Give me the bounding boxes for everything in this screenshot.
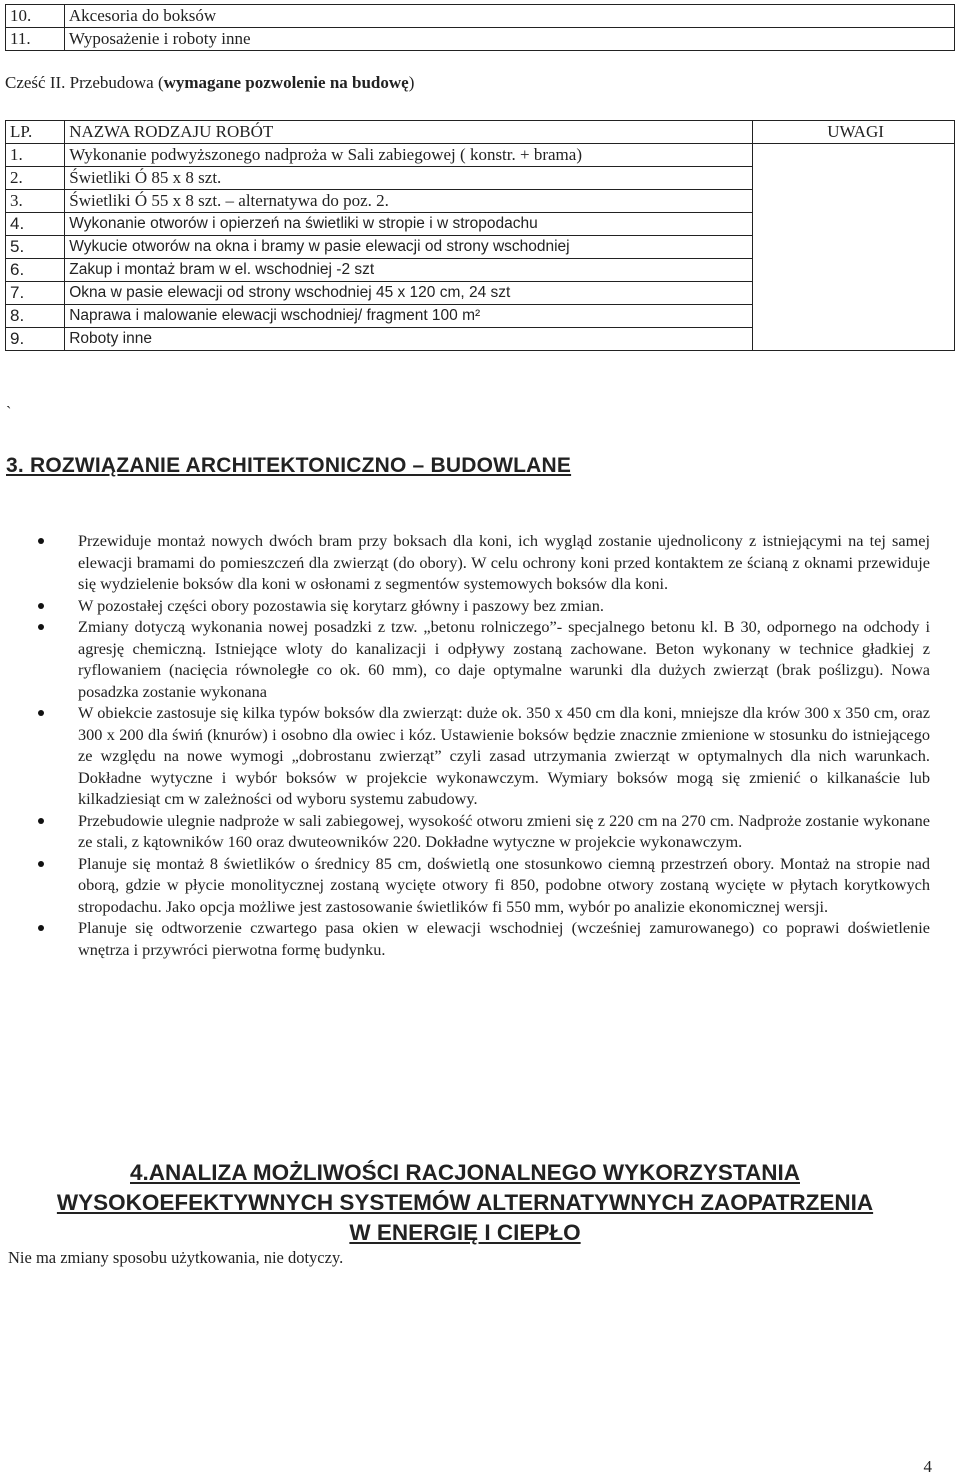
bullet-icon [38,538,44,544]
row-number: 8. [6,305,65,328]
table-row [6,28,955,51]
bullet-icon [38,624,44,630]
row-text: Naprawa i malowanie elewacji wschodniej/ fragment 100 m² [65,305,753,328]
page-number: 4 [923,1457,932,1476]
row-number: 9. [6,328,65,351]
header-lp: LP. [6,121,65,144]
row-number: 7. [6,282,65,305]
part-2-prefix: Cześć II. Przebudowa ( [5,73,164,92]
list-item [0,853,930,918]
section-3-list [0,530,930,960]
part-2-bold: wymagane pozwolenie na budowę [163,73,409,92]
section-4-line-2: WYSOKOEFEKTYWNYCH SYSTEMÓW ALTERNATYWNYCH ZAOPATRZENIA [56,1190,874,1215]
list-item-text: Przebudowie ulegnie nadproże w sali zabiegowej, wysokość otworu zmieni się z 220 cm na 270 cm. Nadproże zostanie wykonane ze stali, z kątowników 160 oraz dwuteowników 220. Dokładne wytyczne w projekcie wykonawczym. [78,810,930,851]
row-number: 5. [6,236,65,259]
row-text: Wykucie otworów na okna i bramy w pasie elewacji od strony wschodniej [65,236,753,259]
bullet-icon [38,861,44,867]
part-2-heading [5,73,414,93]
row-text: Wykonanie otworów i opierzeń na świetliki w stropie i w stropodachu [65,213,753,236]
bullet-icon [38,818,44,824]
table-header-row [6,121,955,144]
section-4-line-3: W ENERGIĘ I CIEPŁO [349,1220,581,1245]
stray-mark: ` [6,404,12,421]
list-item [0,810,930,853]
row-number: 2. [6,167,65,190]
bullet-icon [38,925,44,931]
row-number: 1. [6,144,65,167]
list-item [0,616,930,702]
row-number: 10. [6,5,65,28]
row-text: Roboty inne [65,328,753,351]
section-3-title: 3. ROZWIĄZANIE ARCHITEKTONICZNO – BUDOWLANE [6,454,572,477]
row-number: 11. [6,28,65,51]
list-item-text: W obiekcie zastosuje się kilka typów boksów dla zwierząt: duże ok. 350 x 450 cm dla koni, mniejsze dla krów 300 x 350 cm, oraz 300 x 200 dla świń (knurów) i osobno dla owiec i kóz. Ustawienie boksów będzie znacznie zmienione w stosunku do istniejącego ze względu na nowe wymogi „dobrostanu zwierząt” czyli zasad utrzymania zwierząt w optymalnych dla nich warunkach. Dokładne wytyczne i wybór boksów w projekcie wykonawczym. Wymiary boksów mogą się zmienić o kilkanaście lub kilkadziesiąt cm w zależności od wyboru systemu zabudowy. [78,703,930,808]
bullet-icon [38,603,44,609]
materials-table [5,4,955,51]
row-text: Wyposażenie i roboty inne [64,28,954,51]
list-item-text: W pozostałej części obory pozostawia się korytarz główny i paszowy bez zmian. [78,595,604,615]
works-table [5,120,955,351]
bullet-icon [38,710,44,716]
list-item [0,595,930,617]
list-item [0,702,930,810]
row-number: 6. [6,259,65,282]
list-item [0,917,930,960]
section-4-note: Nie ma zmiany sposobu użytkowania, nie dotyczy. [8,1248,344,1267]
list-item-text: Zmiany dotyczą wykonania nowej posadzki z tzw. „betonu rolniczego”- specjalnego betonu kl. B 30, odpornego na odchody i agresję chemiczną. Istniejące wloty do kanalizacji i odpływy zostaną zachowane. Beton wykonany w technice gładkiej z ryflowaniem (nacięcia równoległe co ok. 60 mm), co daje optymalne warunki dla dużych zwierząt (brak poślizgu). Nowa posadzka zostanie wykonana [78,617,930,701]
row-text: Świetliki Ó 85 x 8 szt. [65,167,753,190]
header-name: NAZWA RODZAJU ROBÓT [65,121,753,144]
row-text: Akcesoria do boksów [64,5,954,28]
row-number: 3. [6,190,65,213]
section-4-title [0,1158,930,1248]
row-number: 4. [6,213,65,236]
row-text: Zakup i montaż bram w el. wschodniej -2 szt [65,259,753,282]
part-2-suffix: ) [408,73,415,92]
header-remarks: UWAGI [753,121,955,144]
table-row [6,5,955,28]
row-text: Wykonanie podwyższonego nadproża w Sali zabiegowej ( konstr. + brama) [65,144,753,167]
row-text: Okna w pasie elewacji od strony wschodniej 45 x 120 cm, 24 szt [65,282,753,305]
row-text: Świetliki Ó 55 x 8 szt. – alternatywa do poz. 2. [65,190,753,213]
list-item-text: Planuje się odtworzenie czwartego pasa okien w elewacji wschodniej (wcześniej zamurowanego) co poprawi doświetlenie wnętrza i przywróci pierwotna formę budynku. [78,918,930,959]
section-4-line-1: 4.ANALIZA MOŻLIWOŚCI RACJONALNEGO WYKORZYSTANIA [130,1160,800,1185]
list-item [0,530,930,595]
table-row [6,144,955,167]
list-item-text: Planuje się montaż 8 świetlików o średnicy 85 cm, doświetlą one stosunkowo ciemną przestrzeń obory. Montaż na stropie nad oborą, gdzie w płycie monolitycznej zostaną wycięte otwory fi 850, podobne otwory zostaną wycięte w płytach korytkowych stropodachu. Jako opcja możliwe jest zastosowanie świetlików fi 550 mm, wybór po analizie ekonomicznej wersji. [78,853,930,916]
remarks-cell [753,144,955,351]
list-item-text: Przewiduje montaż nowych dwóch bram przy boksach dla koni, ich wygląd zostanie ujednolicony z istniejącymi na tej samej elewacji bramami do pomieszczeń dla zwierząt (do obory). W celu ochrony koni przed kontaktem ze ścianą z oknami przewiduje się wydzielenie boksów dla koni w osłonami z segmentów systemowych boksów dla koni. [78,531,930,593]
